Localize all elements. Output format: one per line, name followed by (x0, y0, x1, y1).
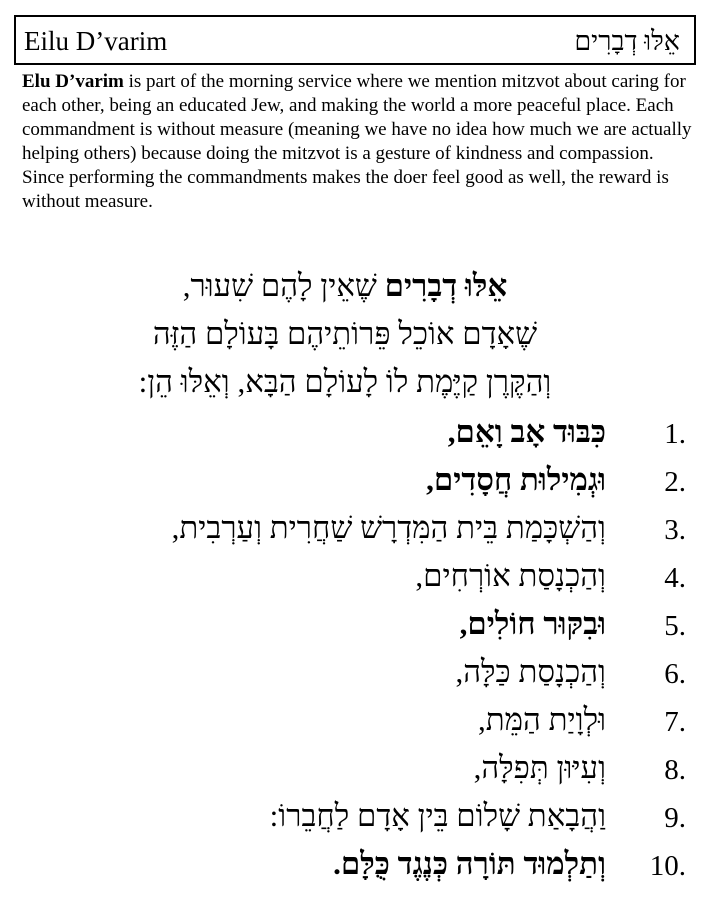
item-text: וְהַכְנָסַת כַּלָּה, (455, 654, 606, 689)
title-hebrew: אֵלּוּ דְבָרִים (574, 26, 680, 56)
item-number: 2. (664, 466, 686, 498)
item-number: 3. (664, 514, 686, 546)
mitzvot-list (20, 410, 690, 890)
list-item (20, 602, 690, 650)
list-item (20, 506, 690, 554)
item-number: 9. (664, 802, 686, 834)
header-line-3: וְהַקֶּרֶן קַיֶּמֶת לוֹ לָעוֹלָם הַבָּא, וְאֵלּוּ הֵן: (138, 364, 552, 399)
item-text: וּגְמִילוּת חֲסָדִים, (426, 462, 606, 497)
item-text: וְעִיּוּן תְּפִלָּה, (473, 750, 606, 785)
item-text: וּלְוָיַת הַמֵּת, (477, 702, 606, 737)
item-number: 10. (649, 850, 686, 882)
list-item (20, 458, 690, 506)
item-number: 7. (664, 706, 686, 738)
header-line-2: שֶׁאָדָם אוֹכֵל פֵּרוֹתֵיהֶם בָּעוֹלָם הַזֶּה (152, 316, 538, 351)
list-item (20, 842, 690, 890)
header-line-1-rest: שֶׁאֵין לָהֶם שִׁעוּר, (182, 268, 385, 303)
item-number: 6. (664, 658, 686, 690)
header-line-1-bold: אֵלּוּ דְבָרִים (384, 268, 508, 303)
intro-text: is part of the morning service where we mention mitzvot about caring for each other, being an educated Jew, and making the world a more peaceful place. Each commandment is without measure (meaning we have no idea how much we are actually helping others) because doing the mitzvot is a gesture of kindness and compassion. Since performing the commandments makes the doer feel good as well, the reward is without measure. (22, 71, 692, 212)
item-number: 1. (664, 418, 686, 450)
item-number: 8. (664, 754, 686, 786)
item-text: וַהֲבָאַת שָׁלוֹם בֵּין אָדָם לַחֲבֵרוֹ: (269, 798, 606, 833)
list-item (20, 794, 690, 842)
item-text: וְתַלְמוּד תּוֹרָה כְּנֶגֶד כֻּלָּם. (333, 846, 606, 881)
intro-paragraph (22, 70, 694, 214)
title-box (14, 15, 696, 65)
list-item (20, 746, 690, 794)
intro-bold-lead: Elu D’varim (22, 71, 124, 92)
item-text: וְהַכְנָסַת אוֹרְחִים, (415, 558, 606, 593)
list-item (20, 698, 690, 746)
item-number: 4. (664, 562, 686, 594)
prayer-header (40, 262, 650, 406)
header-line-1 (40, 262, 650, 310)
list-item (20, 554, 690, 602)
list-item (20, 410, 690, 458)
item-text: וּבִקּוּר חוֹלִים, (459, 606, 606, 641)
item-text: וְהַשְׁכָּמַת בֵּית הַמִּדְרָשׁ שַׁחֲרִית וְעַרְבִית, (171, 510, 606, 545)
title-english: Eilu D’varim (24, 26, 168, 56)
list-item (20, 650, 690, 698)
item-text: כִּבּוּד אָב וָאֵם, (447, 414, 606, 449)
item-number: 5. (664, 610, 686, 642)
